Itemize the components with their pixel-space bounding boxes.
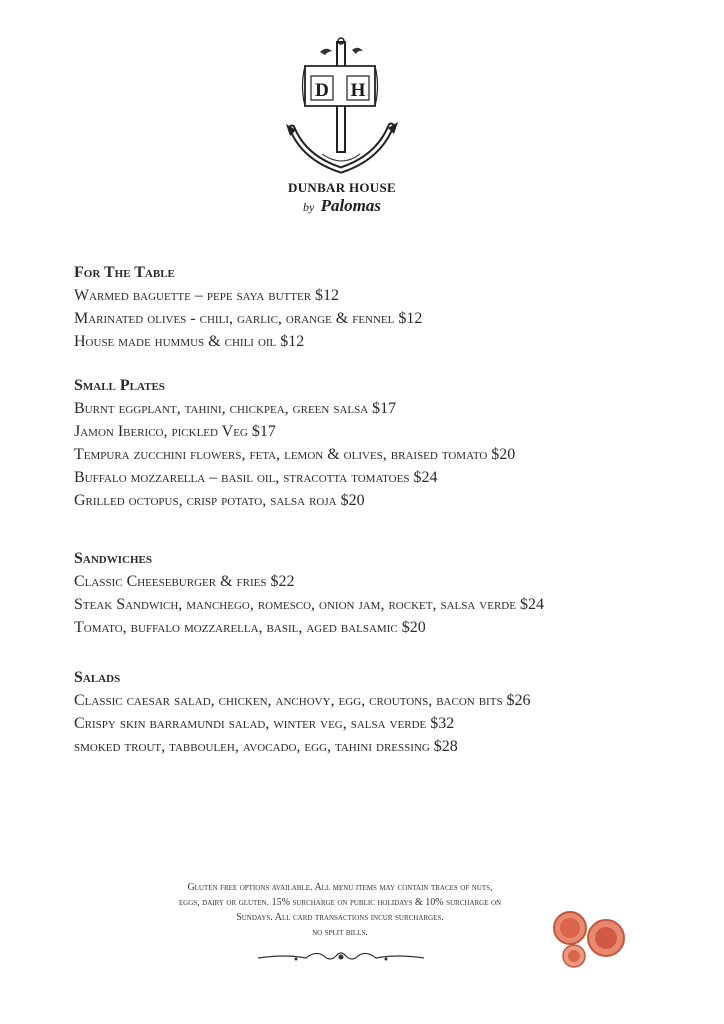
- menu-item: Burnt eggplant, tahini, chickpea, green salsa $17: [74, 400, 397, 417]
- section-title: Salads: [74, 669, 121, 686]
- svg-text:D: D: [315, 80, 329, 101]
- footer-line: Sundays. All card transactions incur surcharges.: [236, 912, 444, 923]
- menu-item: Marinated olives - chili, garlic, orange & fennel $12: [74, 310, 423, 327]
- menu-body: [74, 262, 674, 758]
- section-sandwiches: [74, 548, 674, 639]
- footer-line: Gluten free options available. All menu items may contain traces of nuts,: [187, 882, 493, 893]
- menu-item: Jamon Iberico, pickled Veg $17: [74, 423, 276, 440]
- brand-byline: [262, 196, 422, 216]
- brand-partner: Palomas: [320, 196, 382, 215]
- menu-item: Classic Cheeseburger & fries $22: [74, 573, 295, 590]
- section-salads: [74, 667, 674, 758]
- blood-orange-slices-icon: [548, 906, 632, 970]
- menu-item: House made hummus & chili oil $12: [74, 333, 305, 350]
- section-title: Small Plates: [74, 377, 165, 394]
- section-for-the-table: [74, 262, 674, 353]
- section-small-plates: [74, 375, 674, 512]
- menu-item: Buffalo mozzarella – basil oil, stracotta tomatoes $24: [74, 469, 438, 486]
- flourish-divider-icon: [256, 946, 426, 968]
- menu-item: Grilled octopus, crisp potato, salsa roja $20: [74, 492, 365, 509]
- menu-item: Tomato, buffalo mozzarella, basil, aged balsamic $20: [74, 619, 426, 636]
- footer-notice: [130, 880, 550, 940]
- menu-item: smoked trout, tabbouleh, avocado, egg, tahini dressing $28: [74, 738, 458, 755]
- section-title: For The Table: [74, 264, 175, 281]
- footer-line: eggs, dairy or gluten. 15% surcharge on public holidays & 10% surcharge on: [178, 897, 502, 908]
- brand-name: DUNBAR HOUSE: [288, 180, 396, 195]
- svg-text:H: H: [350, 80, 366, 101]
- menu-item: Crispy skin barramundi salad, winter veg, salsa verde $32: [74, 715, 455, 732]
- menu-item: Steak Sandwich, manchego, romesco, onion jam, rocket, salsa verde $24: [74, 596, 544, 613]
- menu-item: Classic caesar salad, chicken, anchovy, egg, croutons, bacon bits $26: [74, 692, 531, 709]
- menu-item: Warmed baguette – pepe saya butter $12: [74, 287, 340, 304]
- menu-item: Tempura zucchini flowers, feta, lemon & olives, braised tomato $20: [74, 446, 516, 463]
- section-title: Sandwiches: [74, 550, 152, 567]
- footer-line: no split bills.: [312, 927, 368, 938]
- brand-by-word: by: [302, 200, 315, 214]
